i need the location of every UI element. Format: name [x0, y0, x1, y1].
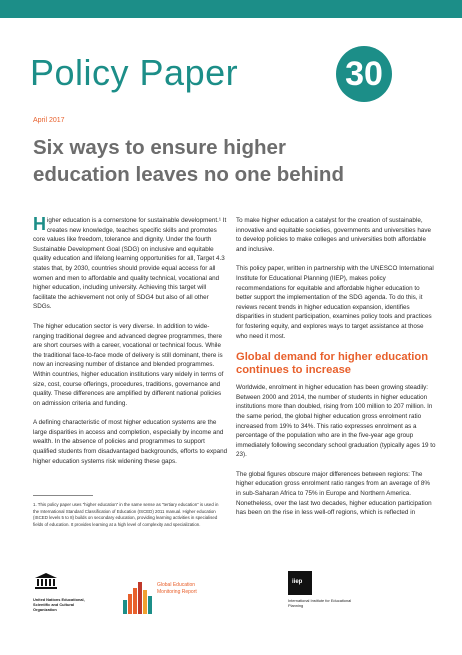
unesco-temple-icon: [35, 573, 57, 589]
gem-report-logo: [123, 578, 223, 620]
section-heading: Global demand for higher education continues to increase: [236, 351, 429, 377]
left-column: [33, 216, 228, 476]
iiep-mark-icon: [288, 571, 312, 595]
document-title: [33, 134, 413, 188]
right-column: [236, 216, 436, 528]
publication-date: April 2017: [33, 117, 65, 124]
drop-cap: H: [33, 214, 46, 234]
footnote: 1. This policy paper uses “higher education” in the same sense as “tertiary education” is used in the International Standard Classification of Education (ISCED) 2011 manual. Higher education (ISCED levels 5 to 8) builds on secondary education, providing learning activities in specialised fields of education. It provides learning at a high level of complexity and specialization.: [33, 502, 219, 527]
iiep-mark-text: iiep: [292, 579, 303, 585]
enrolment-paragraph: Worldwide, enrolment in higher education has been growing steadily: Between 2000 and 2014, the number of students in higher education institutions more than doubled, rising from 100 million to 207 million. In the same period, the global higher education gross enrolment ratio increased from 19% to 34%. This ratio expresses enrolment as a percentage of the population who are in the five-year age group immediately following secondary school graduation (typically ages 19 to 23).: [236, 384, 436, 459]
unesco-logo: [33, 573, 85, 612]
intro-paragraph-text: igher education is a cornerstone for sustainable development.¹ It creates new knowledge, teaches specific skills and promotes core values like freedom, tolerance and dignity. Under the fourth Sustainable Development Goal (SDG) on inclusive and equitable quality education and lifelong learning opportunities for all, Target 4.3 states that, by 2030, countries should provide equal access for all women and men to affordable and quality technical, vocational and higher education, including university. Achieving this target will facilitate the achievement not only of SDG4 but also of all other SDGs.: [33, 217, 227, 311]
title-line-2: education leaves no one behind: [33, 163, 344, 186]
gem-bars-icon: [123, 578, 153, 614]
paper-number-badge: 30: [336, 46, 392, 102]
top-color-band: [0, 0, 462, 18]
gem-report-name: Global Education Monitoring Report: [157, 582, 197, 595]
unesco-name: United Nations Educational, Scientific and Cultural Organization: [33, 597, 85, 612]
iiep-logo: [288, 571, 378, 608]
iiep-name: International Institute for Educational Planning: [288, 598, 352, 608]
series-title: Policy Paper: [30, 52, 239, 93]
title-line-1: Six ways to ensure higher: [33, 136, 286, 159]
catalyst-paragraph: To make higher education a catalyst for the creation of sustainable, innovative and equitable societies, governments and universities have to develop policies to make colleges and universities both affordable and inclusive.: [236, 217, 431, 253]
regional-paragraph: The global figures obscure major differences between regions: The higher education gross enrolment ratio ranges from an average of 8% in sub-Saharan Africa to 75% in Europe and Northern America. Nonetheless, over the last two decades, higher education participation has been on the rise in less well-off regions, which is reflected in: [236, 470, 432, 517]
partnership-paragraph: This policy paper, written in partnership with the UNESCO International Institute for Educational Planning (IIEP), makes policy recommendations for equitable and affordable higher education to better support the implementation of the SDG agenda. To do this, it reviews recent trends in higher education expansion, identifies disparities in student participation, examines policy tools and practices for fostering equity, and explores ways to target assistance at those who need it most.: [236, 265, 434, 340]
diversity-paragraph: The higher education sector is very diverse. In addition to wide-ranging traditional degree and advanced degree programmes, there are short courses with a career, vocational or technical focus. While the traditional face-to-face mode of delivery is still dominant, there is now an increasing number of distance and blended programmes. Within countries, higher education institutions vary widely in terms of size, cost, course offerings, procedures, traditions, governance and quality. These differences are amplified by different national policies on admission criteria and funding.: [33, 322, 224, 407]
intro-paragraph: [33, 216, 228, 312]
disparities-paragraph: A defining characteristic of most higher education systems are the large disparities in access and completion, especially by income and wealth. In the absence of policies and programmes to support qualified students from disadvantaged backgrounds, efforts to expand higher education systems risk widening these gaps.: [33, 419, 228, 465]
footnote-divider: [33, 495, 93, 496]
